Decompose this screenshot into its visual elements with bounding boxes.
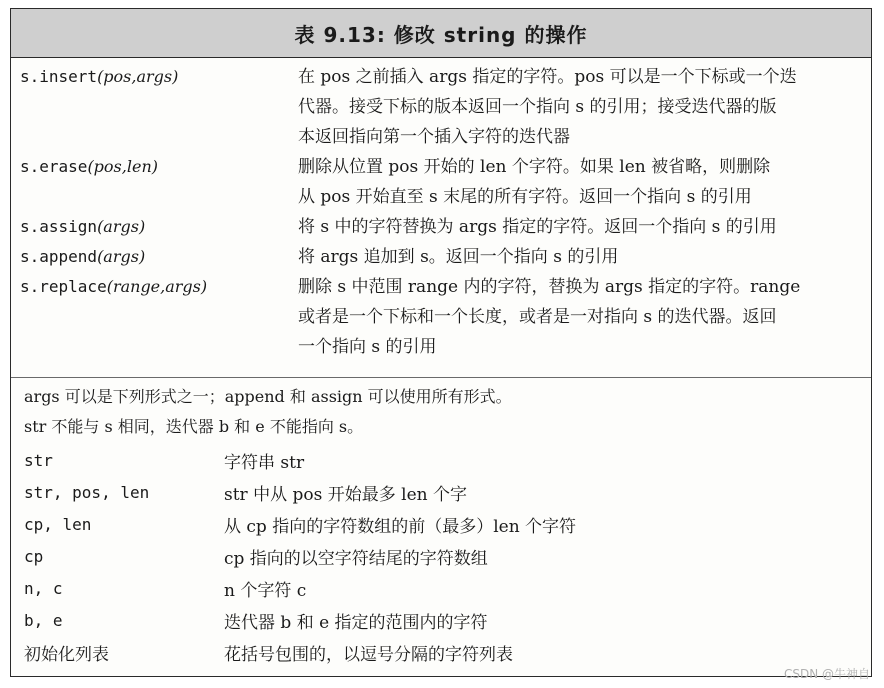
restriction-note: str 不能与 s 相同，迭代器 b 和 e 不能指向 s。 (24, 417, 364, 436)
op-description: 删除 s 中范围 range 内的字符，替换为 args 指定的字符。range 或者是一个下标和一个长度，或者是一对指向 s 的迭代器。返回 一个指向 s 的引用 (298, 277, 801, 357)
table-row (11, 508, 871, 540)
table-row (11, 540, 871, 572)
args-note: args 可以是下列形式之一；append 和 assign 可以使用所有形式。 (24, 387, 512, 406)
form-value: 迭代器 b 和 e 指定的范围内的字符 (224, 612, 488, 633)
table-row-erase (11, 152, 871, 212)
form-key: b, e (24, 610, 63, 630)
form-value: str 中从 pos 开始最多 len 个字 (224, 484, 467, 505)
form-value: 从 cp 指向的字符数组的前（最多）len 个字符 (224, 516, 577, 537)
form-value: cp 指向的以空字符结尾的字符数组 (224, 548, 488, 569)
form-key: str (24, 450, 53, 470)
form-value: 字符串 str (224, 452, 305, 473)
table-row (11, 444, 871, 476)
table-row-insert (11, 62, 871, 152)
form-key: 初始化列表 (24, 644, 109, 665)
table-row (11, 476, 871, 508)
table-row (11, 572, 871, 604)
form-key: cp (24, 546, 44, 566)
operations-list (11, 58, 871, 378)
table-title: 表 9.13: 修改 string 的操作 (11, 9, 871, 58)
watermark: CSDN @牛神自 (783, 667, 870, 681)
op-description: 删除从位置 pos 开始的 len 个字符。如果 len 被省略，则删除 从 pos 开始直至 s 末尾的所有字符。返回一个指向 s 的引用 (298, 157, 771, 207)
op-name: s.replace(range,args) (20, 277, 208, 296)
op-name: s.erase(pos,len) (20, 157, 158, 176)
op-name: s.insert(pos,args) (20, 67, 179, 86)
op-description: 在 pos 之前插入 args 指定的字符。pos 可以是一个下标或一个迭 代器。接受下标的版本返回一个指向 s 的引用；接受迭代器的版 本返回指向第一个插入字符的迭代器 (298, 67, 797, 147)
table-row-replace (11, 272, 871, 362)
args-forms-list (11, 444, 871, 668)
form-value: 花括号包围的，以逗号分隔的字符列表 (224, 644, 513, 665)
form-value: n 个字符 c (224, 580, 307, 601)
table-row-assign (11, 212, 871, 242)
table-row (11, 604, 871, 636)
form-key: n, c (24, 578, 63, 598)
op-name: s.append(args) (20, 247, 146, 266)
op-name: s.assign(args) (20, 217, 146, 236)
form-key: cp, len (24, 514, 92, 534)
operations-table (10, 8, 872, 677)
op-description: 将 args 追加到 s。返回一个指向 s 的引用 (298, 247, 619, 267)
form-key: str, pos, len (24, 482, 150, 502)
table-row (11, 636, 871, 668)
table-row-append (11, 242, 871, 272)
op-description: 将 s 中的字符替换为 args 指定的字符。返回一个指向 s 的引用 (298, 217, 777, 237)
